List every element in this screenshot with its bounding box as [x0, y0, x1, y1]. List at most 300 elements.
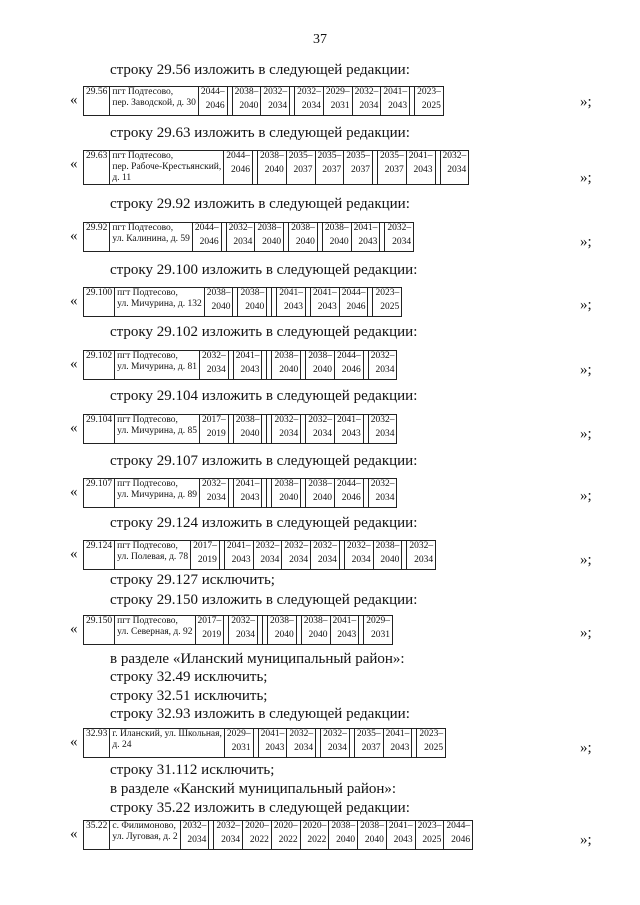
period-end: 2034: [301, 101, 321, 111]
period-end: 2034: [294, 743, 314, 753]
instruction-heading: строку 29.150 изложить в следующей редакции:: [110, 592, 418, 608]
instruction-heading: строку 29.124 изложить в следующей редакции:: [110, 515, 418, 531]
address-line: пгт Подтесово,: [117, 288, 178, 298]
instruction-heading: строку 32.93 изложить в следующей редакции:: [110, 706, 410, 722]
period-cell: [306, 479, 335, 508]
table-row: [84, 415, 397, 444]
period-cell: [311, 541, 340, 570]
quote-close-mark: »;: [580, 625, 592, 641]
period-end: 2019: [197, 555, 217, 565]
table-row: [84, 616, 393, 645]
period-cell: [329, 821, 358, 850]
row-number: 35.22: [84, 821, 110, 850]
period-cell: [286, 151, 315, 185]
period-cell: [310, 288, 339, 317]
period-cell: [364, 616, 393, 645]
period-start: 2017–: [197, 616, 222, 626]
period-cell: [334, 415, 363, 444]
period-start: 2041–: [388, 821, 413, 831]
address-line: пгт Подтесово,: [117, 616, 178, 626]
period-cell: [415, 87, 444, 116]
period-cell: [373, 288, 402, 317]
address-line: ул. Мичурина, д. 132: [117, 299, 202, 309]
period-cell: [180, 821, 209, 850]
period-cell: [383, 729, 412, 758]
period-start: 2032–: [370, 479, 395, 489]
address-line: ул. Мичурина, д. 85: [117, 426, 197, 436]
period-end: 2040: [240, 429, 260, 439]
period-start: 2038–: [260, 151, 284, 161]
quote-close-mark: »;: [580, 234, 592, 250]
period-cell: [243, 821, 272, 850]
period-start: 2038–: [206, 288, 231, 298]
period-end: 2025: [421, 101, 441, 111]
period-cell: [289, 223, 318, 252]
row-address: [115, 479, 200, 508]
period-end: 2031: [371, 630, 391, 640]
quote-close-mark: »;: [580, 362, 592, 378]
period-cell: [368, 351, 397, 380]
period-start: 2038–: [308, 479, 332, 489]
period-start: 2029–: [366, 616, 391, 626]
period-start: 2038–: [303, 616, 328, 626]
period-end: 2034: [327, 743, 347, 753]
period-end: 2043: [337, 630, 357, 640]
instruction-heading: строку 29.104 изложить в следующей редакции:: [110, 388, 418, 404]
period-cell: [268, 616, 297, 645]
period-cell: [272, 351, 301, 380]
row-address: [110, 223, 192, 252]
page-number: 37: [313, 32, 327, 47]
period-cell: [258, 729, 287, 758]
address-line: ул. Мичурина, д. 81: [117, 362, 197, 372]
instruction-heading: строку 29.100 изложить в следующей редакции:: [110, 262, 418, 278]
record-table: [83, 222, 414, 252]
period-end: 2025: [380, 302, 400, 312]
instruction-heading: строку 29.127 исключить;: [110, 572, 275, 588]
period-end: 2040: [308, 630, 328, 640]
period-end: 2046: [451, 835, 471, 845]
period-end: 2034: [187, 835, 207, 845]
period-start: 2044–: [336, 351, 361, 361]
period-start: 2032–: [274, 415, 299, 425]
period-start: 2038–: [331, 821, 356, 831]
period-start: 2032–: [228, 223, 253, 233]
period-end: 2025: [424, 743, 444, 753]
period-cell: [214, 821, 243, 850]
period-end: 2043: [240, 365, 260, 375]
row-number: 29.100: [84, 288, 115, 317]
period-end: 2025: [422, 835, 442, 845]
quote-open-mark: «: [70, 293, 78, 309]
period-end: 2043: [393, 835, 413, 845]
row-address: [115, 351, 200, 380]
period-cell: [204, 288, 233, 317]
period-start: 2023–: [375, 288, 400, 298]
period-start: 2035–: [380, 151, 404, 161]
period-end: 2040: [264, 165, 284, 175]
period-start: 2038–: [270, 616, 294, 626]
quote-open-mark: «: [70, 826, 78, 842]
period-end: 2043: [390, 743, 410, 753]
record-table: [83, 820, 473, 850]
period-start: 2038–: [375, 541, 400, 551]
period-end: 2034: [206, 493, 226, 503]
period-end: 2034: [375, 365, 395, 375]
period-end: 2043: [283, 302, 303, 312]
period-end: 2034: [236, 630, 256, 640]
period-start: 2032–: [201, 479, 226, 489]
period-end: 2040: [262, 237, 282, 247]
period-end: 2046: [341, 493, 361, 503]
period-start: 2041–: [235, 351, 260, 361]
quote-close-mark: »;: [580, 552, 592, 568]
period-end: 2046: [199, 237, 219, 247]
quote-close-mark: »;: [580, 426, 592, 442]
period-cell: [271, 821, 300, 850]
period-cell: [233, 479, 262, 508]
period-cell: [352, 87, 381, 116]
period-start: 2032–: [409, 541, 434, 551]
quote-open-mark: «: [70, 356, 78, 372]
period-end: 2034: [221, 835, 241, 845]
period-start: 2029–: [325, 87, 350, 97]
address-line: ул. Калинина, д. 59: [112, 234, 190, 244]
period-start: 2032–: [284, 541, 309, 551]
period-end: 2046: [231, 165, 250, 175]
period-end: 2019: [202, 630, 222, 640]
period-end: 2046: [205, 101, 225, 111]
table-row: [84, 288, 402, 317]
period-start: 2035–: [356, 729, 381, 739]
address-line: д. 24: [112, 740, 132, 750]
period-end: 2040: [336, 835, 356, 845]
address-line: ул. Полевая, д. 78: [117, 552, 189, 562]
period-end: 2040: [239, 101, 259, 111]
row-address: [110, 151, 224, 185]
record-table: [83, 478, 397, 508]
period-start: 2032–: [231, 616, 256, 626]
instruction-heading: строку 29.92 изложить в следующей редакции:: [110, 196, 410, 212]
instruction-heading: строку 31.112 исключить;: [110, 762, 275, 778]
period-end: 2043: [231, 555, 251, 565]
record-table: [83, 728, 446, 758]
period-end: 2031: [330, 101, 350, 111]
period-cell: [192, 223, 221, 252]
period-start: 2041–: [336, 415, 361, 425]
period-start: 2044–: [446, 821, 471, 831]
period-cell: [272, 415, 301, 444]
period-end: 2037: [322, 165, 342, 175]
period-cell: [195, 616, 224, 645]
period-cell: [417, 729, 446, 758]
period-cell: [323, 87, 352, 116]
period-end: 2034: [392, 237, 412, 247]
period-end: 2040: [329, 237, 349, 247]
period-end: 2040: [245, 302, 265, 312]
address-line: пер. Заводской, д. 30: [112, 98, 196, 108]
address-line: д. 11: [112, 173, 132, 183]
quote-open-mark: «: [70, 484, 78, 500]
period-start: 2038–: [308, 351, 332, 361]
address-line: пгт Подтесово,: [112, 223, 174, 233]
period-start: 2017–: [193, 541, 217, 551]
period-cell: [378, 151, 407, 185]
period-end: 2043: [358, 237, 378, 247]
period-start: 2044–: [336, 479, 361, 489]
period-end: 2046: [341, 365, 361, 375]
period-end: 2043: [240, 493, 260, 503]
period-cell: [351, 223, 380, 252]
quote-open-mark: «: [70, 156, 78, 172]
quote-close-mark: »;: [580, 740, 592, 756]
address-line: пгт Подтесово,: [117, 541, 178, 551]
instruction-heading: строку 35.22 изложить в следующей редакции:: [110, 800, 410, 816]
period-end: 2034: [233, 237, 253, 247]
quote-open-mark: «: [70, 546, 78, 562]
period-start: 2032–: [308, 415, 332, 425]
period-cell: [282, 541, 311, 570]
period-end: 2034: [279, 429, 299, 439]
period-start: 2020–: [273, 821, 298, 831]
record-table: [83, 350, 397, 380]
period-end: 2022: [307, 835, 327, 845]
period-end: 2037: [351, 165, 370, 175]
period-cell: [199, 479, 228, 508]
period-cell: [191, 541, 220, 570]
period-end: 2034: [447, 165, 467, 175]
instruction-heading: строку 29.63 изложить в следующей редакции:: [110, 125, 410, 141]
period-end: 2031: [231, 743, 251, 753]
instruction-heading: строку 29.56 изложить в следующей редакции:: [110, 62, 410, 78]
address-line: пгт Подтесово,: [117, 415, 178, 425]
period-cell: [258, 151, 287, 185]
period-cell: [261, 87, 290, 116]
period-end: 2040: [364, 835, 384, 845]
period-cell: [385, 223, 414, 252]
period-cell: [198, 87, 227, 116]
period-start: 2020–: [245, 821, 269, 831]
period-start: 2038–: [240, 288, 265, 298]
period-end: 2022: [278, 835, 298, 845]
period-start: 2032–: [387, 223, 412, 233]
period-end: 2037: [293, 165, 313, 175]
period-end: 2040: [312, 493, 332, 503]
row-number: 29.102: [84, 351, 115, 380]
table-row: [84, 729, 446, 758]
period-start: 2023–: [417, 87, 441, 97]
period-end: 2043: [388, 101, 408, 111]
period-cell: [272, 479, 301, 508]
period-end: 2034: [206, 365, 226, 375]
period-end: 2037: [384, 165, 404, 175]
period-cell: [199, 351, 228, 380]
table-row: [84, 541, 436, 570]
period-cell: [354, 729, 383, 758]
table-row: [84, 151, 469, 185]
period-end: 2034: [351, 555, 371, 565]
period-start: 2032–: [289, 729, 314, 739]
period-end: 2040: [312, 365, 332, 375]
period-end: 2019: [206, 429, 226, 439]
row-address: [115, 616, 195, 645]
period-end: 2034: [268, 101, 288, 111]
period-cell: [386, 821, 415, 850]
address-line: пгт Подтесово,: [112, 151, 174, 161]
record-table: [83, 86, 444, 116]
period-cell: [301, 616, 330, 645]
table-row: [84, 87, 444, 116]
quote-open-mark: «: [70, 621, 78, 637]
record-table: [83, 540, 436, 570]
address-line: пер. Рабоче-Крестьянский,: [112, 162, 222, 172]
period-cell: [287, 729, 316, 758]
period-cell: [238, 288, 267, 317]
period-start: 2038–: [324, 223, 349, 233]
period-cell: [344, 541, 373, 570]
row-number: 32.93: [84, 729, 110, 758]
row-number: 29.92: [84, 223, 110, 252]
period-cell: [368, 479, 397, 508]
period-start: 2041–: [408, 151, 433, 161]
period-cell: [406, 151, 435, 185]
period-end: 2034: [375, 493, 395, 503]
period-start: 2035–: [288, 151, 313, 161]
quote-open-mark: «: [70, 92, 78, 108]
record-table: [83, 287, 402, 317]
period-start: 2041–: [312, 288, 337, 298]
period-end: 2034: [312, 429, 332, 439]
table-row: [84, 821, 473, 850]
address-line: ул. Мичурина, д. 89: [117, 490, 197, 500]
period-start: 2038–: [257, 223, 282, 233]
period-end: 2034: [359, 101, 379, 111]
period-start: 2023–: [417, 821, 442, 831]
instruction-heading: в разделе «Иланский муниципальный район»:: [110, 651, 405, 667]
period-start: 2044–: [226, 151, 250, 161]
row-number: 29.56: [84, 87, 110, 116]
row-number: 29.104: [84, 415, 115, 444]
period-end: 2046: [346, 302, 366, 312]
period-cell: [334, 351, 363, 380]
period-start: 2032–: [354, 87, 379, 97]
period-cell: [373, 541, 402, 570]
period-start: 2044–: [341, 288, 366, 298]
period-start: 2038–: [234, 87, 259, 97]
period-start: 2041–: [385, 729, 410, 739]
period-end: 2034: [375, 429, 395, 439]
period-cell: [199, 415, 228, 444]
period-end: 2040: [279, 493, 299, 503]
record-table: [83, 150, 469, 185]
quote-open-mark: «: [70, 228, 78, 244]
period-cell: [277, 288, 306, 317]
period-start: 2044–: [200, 87, 225, 97]
period-start: 2032–: [442, 151, 467, 161]
period-start: 2041–: [260, 729, 285, 739]
table-row: [84, 223, 414, 252]
table-row: [84, 479, 397, 508]
period-cell: [224, 729, 253, 758]
period-start: 2041–: [226, 541, 251, 551]
period-cell: [226, 223, 255, 252]
period-start: 2029–: [226, 729, 251, 739]
period-cell: [330, 616, 359, 645]
period-start: 2041–: [279, 288, 303, 298]
quote-close-mark: »;: [580, 94, 592, 110]
period-cell: [315, 151, 344, 185]
address-line: ул. Северная, д. 92: [117, 627, 193, 637]
period-start: 2038–: [274, 479, 299, 489]
row-number: 29.63: [84, 151, 110, 185]
period-start: 2038–: [360, 821, 384, 831]
period-cell: [255, 223, 284, 252]
period-end: 2022: [249, 835, 269, 845]
period-end: 2043: [413, 165, 433, 175]
period-end: 2040: [274, 630, 294, 640]
instruction-heading: строку 32.51 исключить;: [110, 688, 268, 704]
period-start: 2032–: [313, 541, 337, 551]
period-start: 2041–: [383, 87, 408, 97]
row-address: [110, 821, 180, 850]
address-line: ул. Луговая, д. 2: [112, 832, 178, 842]
instruction-heading: строку 29.107 изложить в следующей редакции:: [110, 453, 418, 469]
period-cell: [224, 541, 253, 570]
quote-open-mark: «: [70, 420, 78, 436]
period-cell: [233, 351, 262, 380]
quote-close-mark: »;: [580, 297, 592, 313]
period-cell: [306, 415, 335, 444]
period-end: 2034: [414, 555, 434, 565]
period-cell: [334, 479, 363, 508]
row-number: 29.150: [84, 616, 115, 645]
period-start: 2038–: [274, 351, 299, 361]
period-cell: [306, 351, 335, 380]
address-line: г. Иланский, ул. Школьная,: [112, 729, 222, 739]
period-cell: [229, 616, 258, 645]
period-start: 2032–: [346, 541, 371, 551]
quote-close-mark: »;: [580, 488, 592, 504]
period-start: 2041–: [332, 616, 357, 626]
period-end: 2043: [317, 302, 337, 312]
period-cell: [295, 87, 324, 116]
period-end: 2040: [279, 365, 299, 375]
period-cell: [322, 223, 351, 252]
row-address: [110, 729, 225, 758]
row-address: [115, 288, 205, 317]
row-number: 29.107: [84, 479, 115, 508]
period-cell: [444, 821, 473, 850]
period-cell: [368, 415, 397, 444]
period-start: 2020–: [302, 821, 327, 831]
table-row: [84, 351, 397, 380]
period-start: 2032–: [370, 351, 395, 361]
period-start: 2038–: [235, 415, 260, 425]
period-cell: [232, 87, 261, 116]
period-start: 2032–: [297, 87, 321, 97]
address-line: пгт Подтесово,: [117, 479, 178, 489]
period-cell: [224, 151, 253, 185]
period-end: 2043: [265, 743, 285, 753]
address-line: пгт Подтесово,: [112, 87, 174, 97]
instruction-heading: в разделе «Канский муниципальный район»:: [110, 781, 397, 797]
period-cell: [344, 151, 373, 185]
period-end: 2040: [295, 237, 315, 247]
period-end: 2040: [380, 555, 400, 565]
period-cell: [233, 415, 262, 444]
period-end: 2043: [341, 429, 361, 439]
period-cell: [358, 821, 387, 850]
